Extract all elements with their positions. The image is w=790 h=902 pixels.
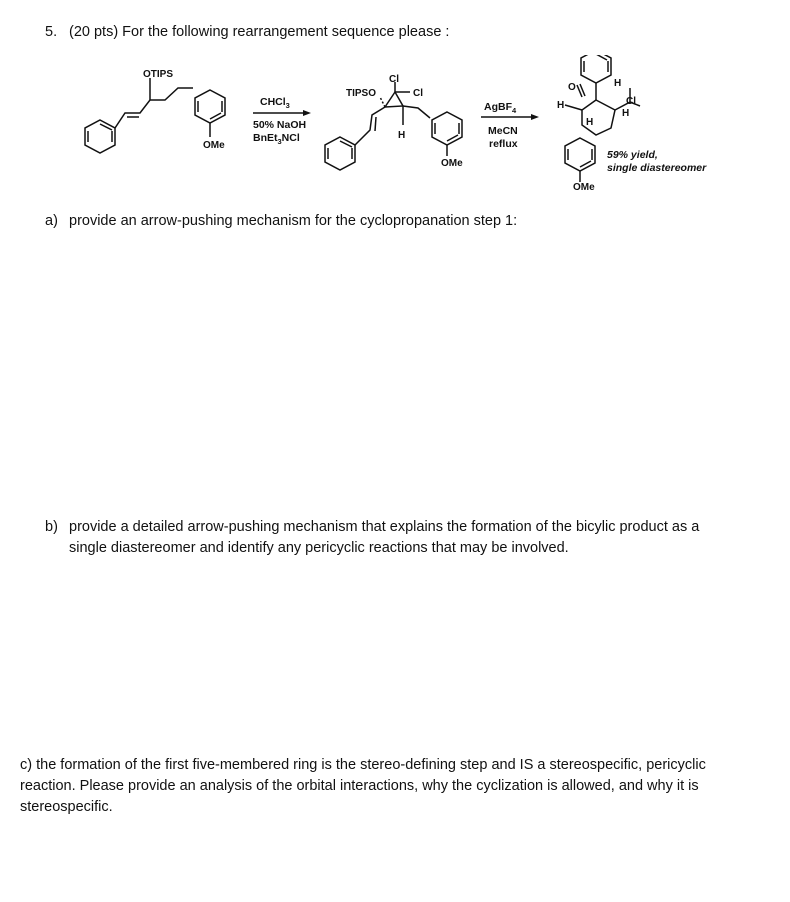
part-c bbox=[20, 755, 765, 818]
question-number: 5. bbox=[45, 24, 58, 40]
prod-note-text: single diastereomer bbox=[607, 162, 707, 174]
part-a-text: provide an arrow-pushing mechanism for the cyclopropanation step 1: bbox=[69, 213, 518, 229]
reaction-scheme bbox=[0, 55, 790, 195]
int-cl2-label: Cl bbox=[413, 88, 423, 99]
reagent-reflux: reflux bbox=[489, 138, 518, 150]
part-c-text: c) the formation of the first five-membered ring is the stereo-defining step and IS a stereospecific, pericyclic reaction. Please provide an analysis of the orbital interactions, why the cyclization is allowed, and why it is stereospecific. bbox=[20, 757, 706, 815]
reagent-naoh: 50% NaOH bbox=[253, 119, 307, 131]
part-b-text-line1: provide a detailed arrow-pushing mechanism that explains the formation of the bicylic product as a bbox=[69, 519, 700, 535]
prod-h2-label: H bbox=[586, 117, 594, 128]
prod-ome-label: OMe bbox=[573, 182, 595, 193]
arrow-step-1 bbox=[253, 96, 311, 146]
int-cl1-label: Cl bbox=[389, 74, 399, 85]
reagent-agbf4: AgBF$_4$ bbox=[484, 101, 517, 115]
question-title: (20 pts) For the following rearrangement sequence please : bbox=[69, 24, 450, 40]
reagent-bnet3ncl: BnEt$_3$NCl bbox=[253, 132, 300, 146]
part-b-label: b) bbox=[45, 519, 58, 535]
sm-otips-label: OTIPS bbox=[143, 69, 174, 80]
int-tipso-label: TIPSO bbox=[346, 88, 377, 99]
reagent-chcl3: CHCl$_3$ bbox=[260, 96, 290, 110]
part-a bbox=[45, 211, 517, 232]
part-b-text-line2: single diastereomer and identify any pericyclic reactions that may be involved. bbox=[69, 540, 569, 556]
bicyclic-product bbox=[557, 55, 707, 193]
prod-yield-text: 59% yield, bbox=[607, 149, 658, 161]
question-header bbox=[45, 24, 449, 40]
part-b bbox=[45, 517, 765, 559]
prod-h3-label: H bbox=[614, 78, 622, 89]
cyclopropane-intermediate bbox=[325, 74, 463, 170]
int-ome-label: OMe bbox=[441, 158, 463, 169]
reagent-mecn: MeCN bbox=[488, 125, 518, 137]
prod-h1-label: H bbox=[557, 100, 565, 111]
prod-h4-label: H bbox=[622, 108, 630, 119]
sm-ome-label: OMe bbox=[203, 140, 225, 151]
int-h-label: H bbox=[398, 130, 406, 141]
prod-o-label: O bbox=[568, 82, 576, 93]
part-a-label: a) bbox=[45, 213, 58, 229]
arrow-step-2 bbox=[481, 101, 539, 150]
starting-material bbox=[85, 69, 225, 153]
prod-cl-label: Cl bbox=[626, 96, 636, 107]
